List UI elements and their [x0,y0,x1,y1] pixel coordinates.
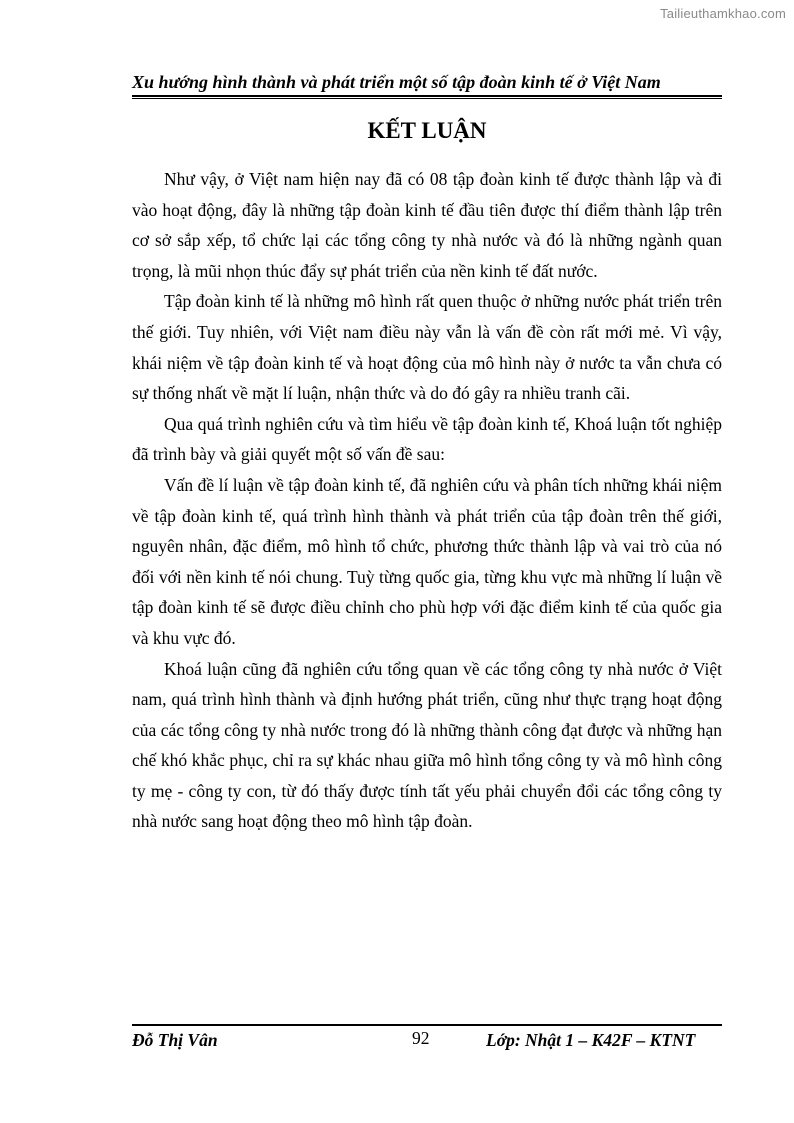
footer-author: Đỗ Thị Vân [132,1030,218,1050]
paragraph: Qua quá trình nghiên cứu và tìm hiểu về tập đoàn kinh tế, Khoá luận tốt nghiệp đã trình bày và giải quyết một số vấn đề sau: [132,413,722,465]
running-header: Xu hướng hình thành và phát triển một số tập đoàn kinh tế ở Việt Nam [132,72,661,92]
footer-rule [132,1024,722,1026]
watermark: Tailieuthamkhao.com [660,6,786,21]
footer-class-info: Lớp: Nhật 1 – K42F – KTNT [486,1030,696,1050]
body-text [132,164,722,837]
paragraph: Tập đoàn kinh tế là những mô hình rất quen thuộc ở những nước phát triển trên thế giới. Tuy nhiên, với Việt nam điều này vẫn là vấn đề còn rất mới mẻ. Vì vậy, khái niệm về tập đoàn kinh tế và hoạt động của mô hình này ở nước ta vẫn chưa có sự thống nhất về mặt lí luận, nhận thức và do đó gây ra nhiều tranh cãi. [132,291,722,404]
page-number: 92 [412,1028,430,1048]
header-rule [132,95,722,99]
paragraph: Vấn đề lí luận về tập đoàn kinh tế, đã nghiên cứu và phân tích những khái niệm về tập đoàn kinh tế, quá trình hình thành và phát triển của tập đoàn trên thế giới, nguyên nhân, đặc điểm, mô hình tổ chức, phương thức thành lập và vai trò của nó đối với nền kinh tế nói chung. Tuỳ từng quốc gia, từng khu vực mà những lí luận về tập đoàn kinh tế sẽ được điều chỉnh cho phù hợp với đặc điểm kinh tế của quốc gia và khu vực đó. [132,474,722,648]
page-title: KẾT LUẬN [367,118,487,143]
paragraph: Khoá luận cũng đã nghiên cứu tổng quan về các tổng công ty nhà nước ở Việt nam, quá trình hình thành và định hướng phát triển, cũng như thực trạng hoạt động của các tổng công ty nhà nước trong đó là những thành công đạt được và những hạn chế khó khắc phục, chỉ ra sự khác nhau giữa mô hình tổng công ty và mô hình công ty mẹ - công ty con, từ đó thấy được tính tất yếu phải chuyển đổi các tổng công ty nhà nước sang hoạt động theo mô hình tập đoàn. [132,658,722,832]
paragraph: Như vậy, ở Việt nam hiện nay đã có 08 tập đoàn kinh tế được thành lập và đi vào hoạt động, đây là những tập đoàn kinh tế đầu tiên được thí điểm thành lập trên cơ sở sắp xếp, tổ chức lại các tổng công ty nhà nước và đó là những ngành quan trọng, là mũi nhọn thúc đẩy sự phát triển của nền kinh tế đất nước. [132,169,722,281]
